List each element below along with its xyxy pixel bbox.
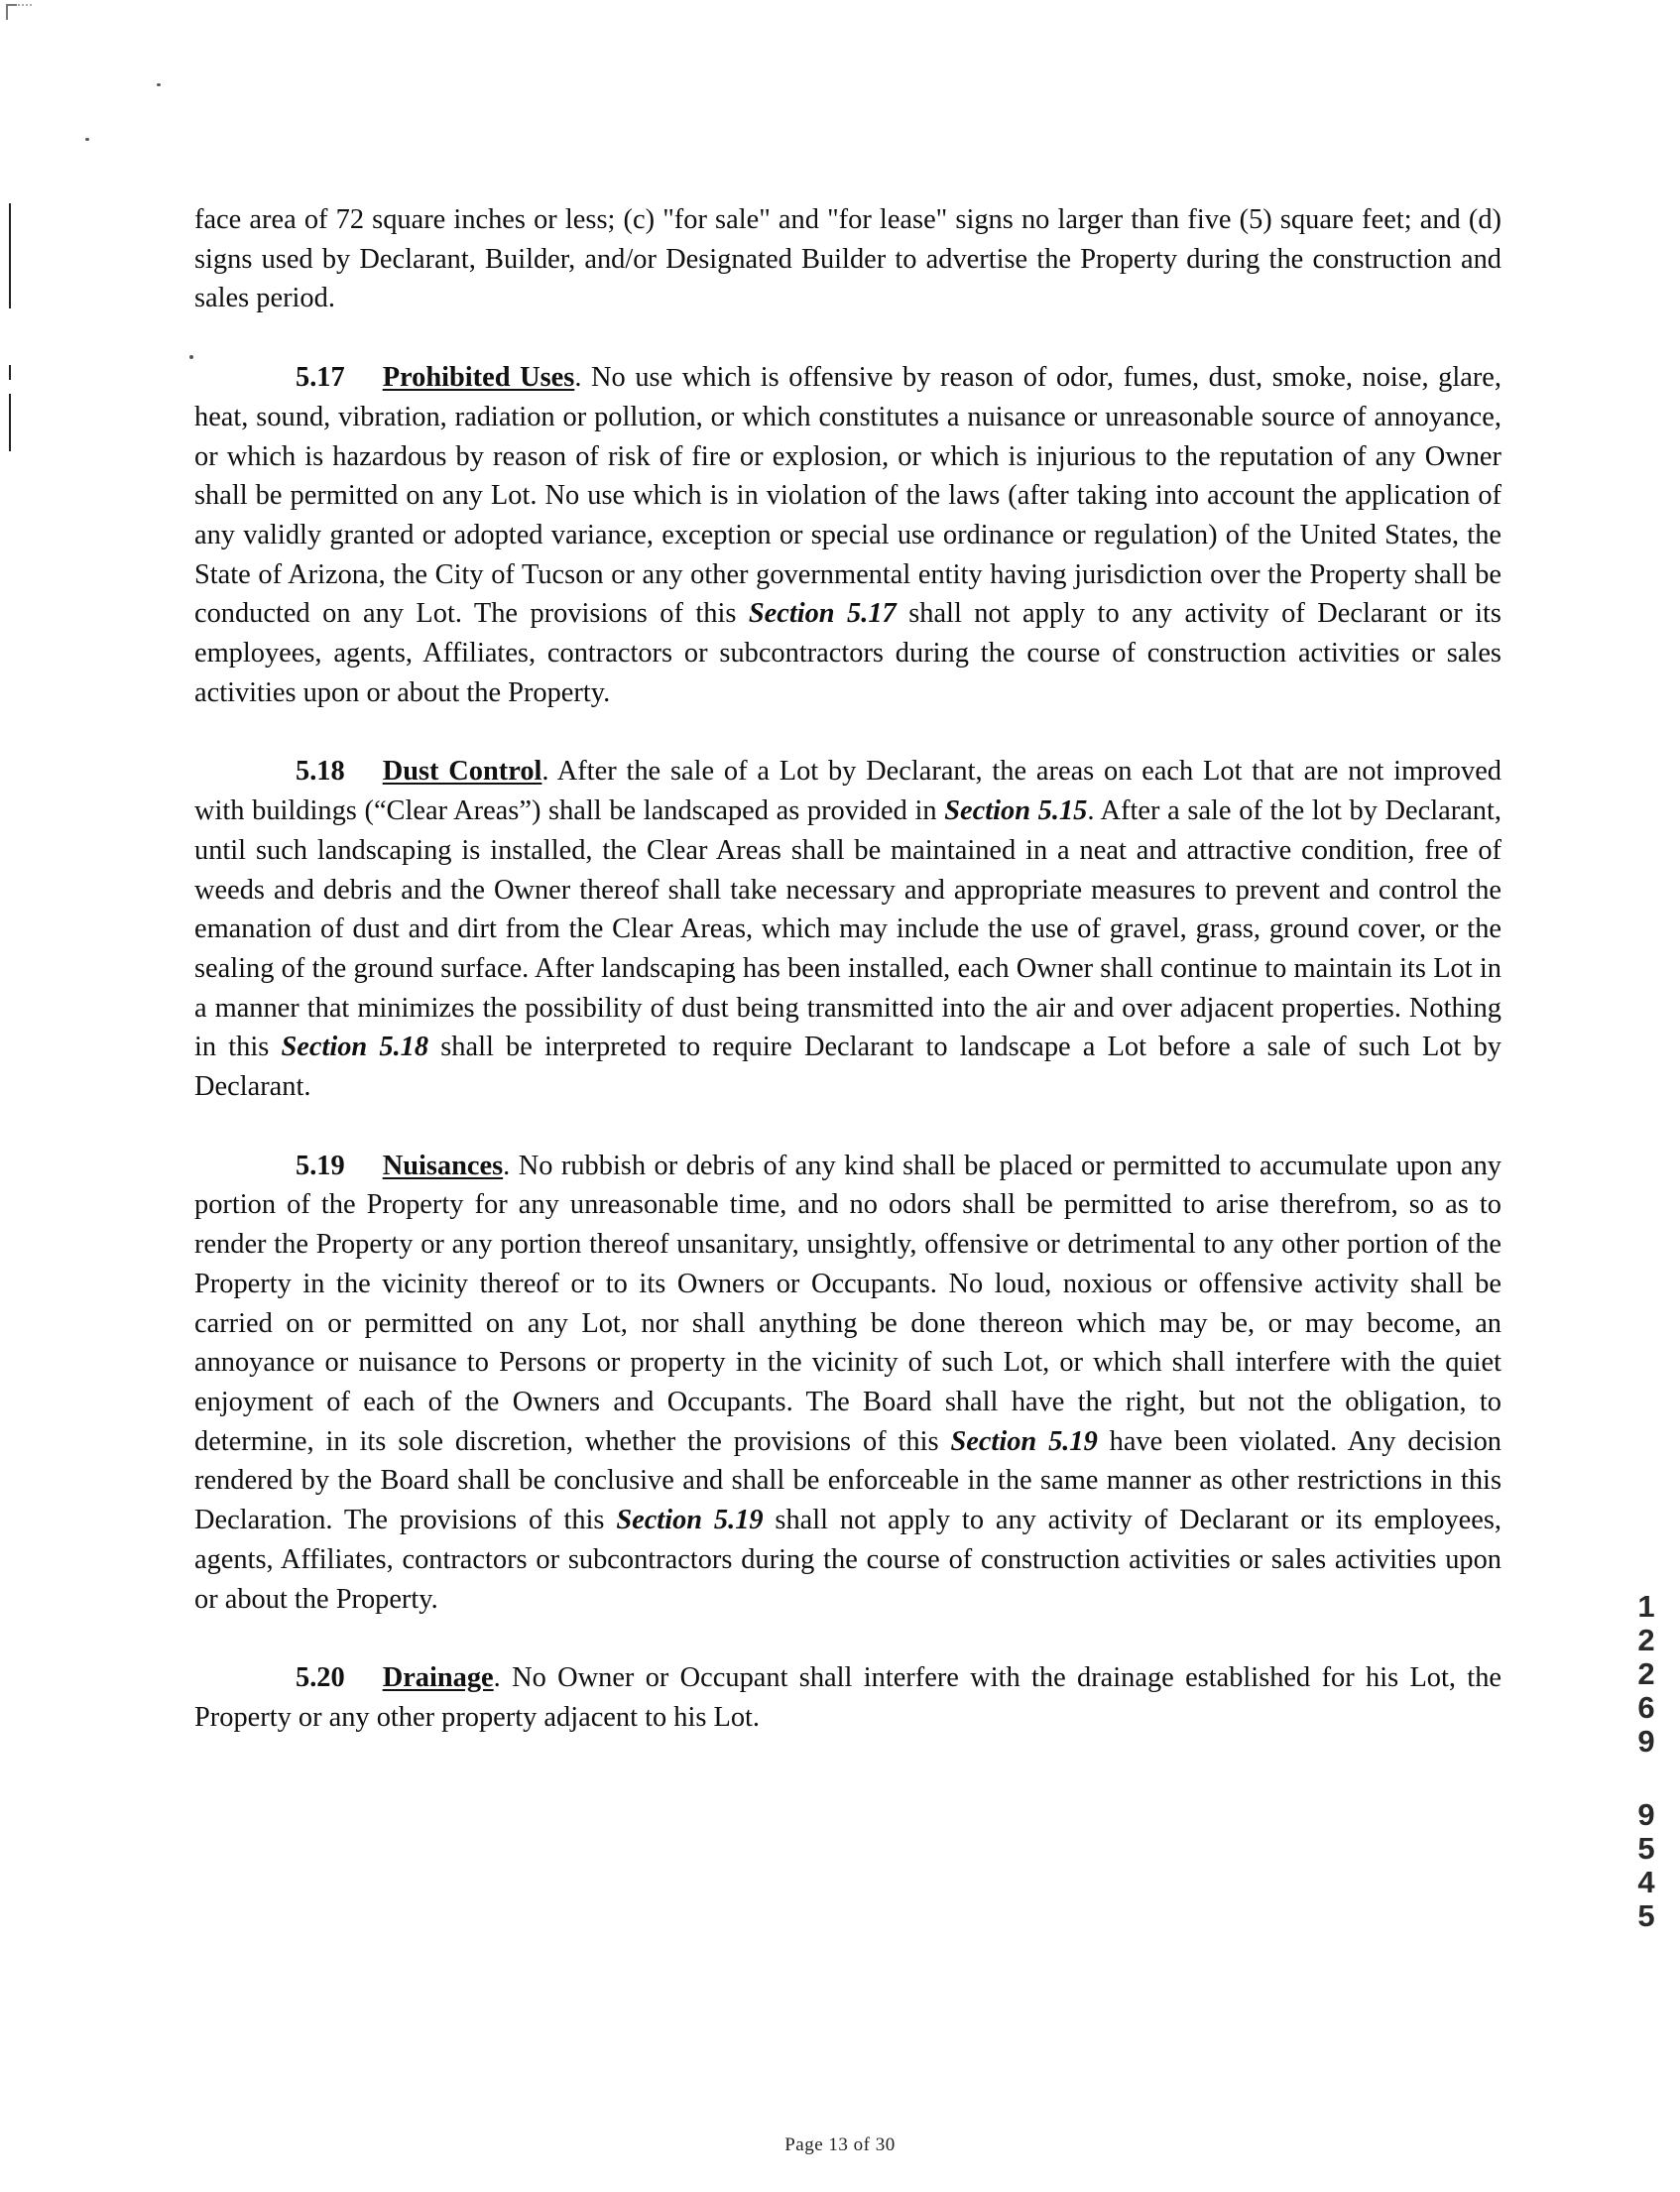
section-reference: Section 5.15: [944, 795, 1088, 827]
section-title: Drainage: [382, 1662, 494, 1694]
recording-digit: 9: [1637, 1797, 1655, 1832]
scan-corner-mark: [6, 4, 17, 20]
paragraph-text: . After a sale of the lot by Declarant, until such landscaping is installed, the Clear Areas shall be maintained in a neat and attractive condition, free of weeds and debris and the Owner thereof shall take necessary and appropriate measures to prevent and control the emanation of dust and dirt from the Clear Areas, which may include the use of gravel, grass, ground cover, or the sealing of the ground surface. After landscaping has been installed, each Owner shall continue to maintain its Lot in a manner that minimizes the possibility of dust being transmitted into the air and over adjacent properties. Nothing in this: [194, 795, 1501, 1063]
paragraph-gap: [194, 318, 1501, 358]
paragraph-text: . No use which is offensive by reason of odor, fumes, dust, smoke, noise, glare, heat, sound, vibration, radiation or pollution, or which constitutes a nuisance or unreasonable source of annoyance, or which is hazardous by reason of risk of fire or explosion, or which is injurious to the reputation of any Owner shall be permitted on any Lot. No use which is in violation of the laws (after taking into account the application of any validly granted or adopted variance, exception or special use ordinance or regulation) of the United States, the State of Arizona, the City of Tucson or any other governmental entity having jurisdiction over the Property shall be conducted on any Lot. The provisions of this: [194, 362, 1502, 630]
recording-digit: 6: [1637, 1690, 1655, 1725]
paragraph-text: . After the sale of a Lot by Declarant, the areas on each Lot that are not improved with buildings (“Clear Areas”) shall be landscaped as provided in: [194, 756, 1501, 827]
recording-digit: 1: [1637, 1589, 1655, 1624]
scan-margin-bar: [9, 394, 11, 451]
section-number: 5.17: [296, 362, 345, 394]
paragraph-text: shall not apply to any activity of Declarant or its employees, agents, Affiliates, contractors or subcontractors during the course of construction activities or sales activities upon or about the Property.: [194, 1505, 1501, 1615]
page-footer: [0, 2134, 1680, 2156]
scan-speck: [189, 355, 193, 359]
section-title: Nuisances: [382, 1150, 504, 1181]
document-body: [194, 200, 1501, 1738]
recording-digit: 9: [1637, 1724, 1655, 1759]
section-number: 5.20: [296, 1662, 345, 1694]
section-number: 5.19: [296, 1150, 345, 1181]
paragraph-gap: [194, 1619, 1501, 1658]
paragraph-text: have been violated. Any decision rendered by the Board shall be conclusive and shall be enforceable in the same manner as other restrictions in this Declaration. The provisions of this: [194, 1425, 1501, 1536]
recording-digit: 5: [1637, 1831, 1655, 1866]
paragraph-p-cont: [194, 200, 1501, 318]
section-reference: Section 5.17: [748, 598, 897, 630]
section-reference: Section 5.19: [616, 1505, 764, 1536]
scan-corner-dots: [18, 4, 32, 8]
recording-digit: 2: [1637, 1656, 1655, 1691]
paragraph-text: face area of 72 square inches or less; (c) "for sale" and "for lease" signs no larger than five (5) square feet; and (d) signs used by Declarant, Builder, and/or Designated Builder to advertise the Property during the construction and sales period.: [194, 204, 1501, 314]
section-title: Prohibited Uses: [382, 362, 575, 394]
paragraph-gap: [194, 1107, 1501, 1147]
paragraph-text: shall be interpreted to require Declarant to landscape a Lot before a sale of such Lot by Declarant.: [194, 1032, 1501, 1103]
paragraph-text: shall not apply to any activity of Declarant or its employees, agents, Affiliates, contractors or subcontractors during the course of construction activities or sales activities upon or about the Property.: [194, 598, 1501, 708]
paragraph-text: . No Owner or Occupant shall interfere with the drainage established for his Lot, the Property or any other property adjacent to his Lot.: [194, 1662, 1501, 1733]
recording-number: [1628, 1590, 1664, 1933]
recording-digit: 5: [1637, 1898, 1655, 1933]
scan-margin-bar: [9, 365, 11, 380]
recording-digit: 2: [1637, 1623, 1655, 1657]
paragraph-gap: [194, 712, 1501, 752]
section-number: 5.18: [296, 756, 345, 788]
paragraph-p-519: [194, 1147, 1501, 1619]
paragraph-p-520: [194, 1658, 1501, 1737]
paragraph-p-518: [194, 752, 1501, 1106]
section-title: Dust Control: [382, 756, 542, 788]
page-number-label: Page 13 of 30: [784, 2134, 896, 2155]
recording-digit: 4: [1637, 1865, 1655, 1899]
section-reference: Section 5.19: [950, 1425, 1098, 1457]
scan-margin-bar: [9, 203, 11, 308]
scan-speck: [85, 138, 89, 141]
paragraph-text: . No rubbish or debris of any kind shall be placed or permitted to accumulate upon any portion of the Property for any unreasonable time, and no odors shall be permitted to arise therefrom, so as to render the Property or any portion thereof unsanitary, unsightly, offensive or detrimental to any other portion of the Property in the vicinity thereof or to its Owners or Occupants. No loud, noxious or offensive activity shall be carried on or permitted on any Lot, nor shall anything be done thereon which may be, or may become, an annoyance or nuisance to Persons or property in the vicinity of such Lot, or which shall interfere with the quiet enjoyment of each of the Owners and Occupants. The Board shall have the right, but not the obligation, to determine, in its sole discretion, whether the provisions of this: [194, 1150, 1501, 1457]
section-reference: Section 5.18: [281, 1032, 429, 1063]
paragraph-p-517: [194, 358, 1501, 712]
scan-speck: [157, 83, 161, 86]
